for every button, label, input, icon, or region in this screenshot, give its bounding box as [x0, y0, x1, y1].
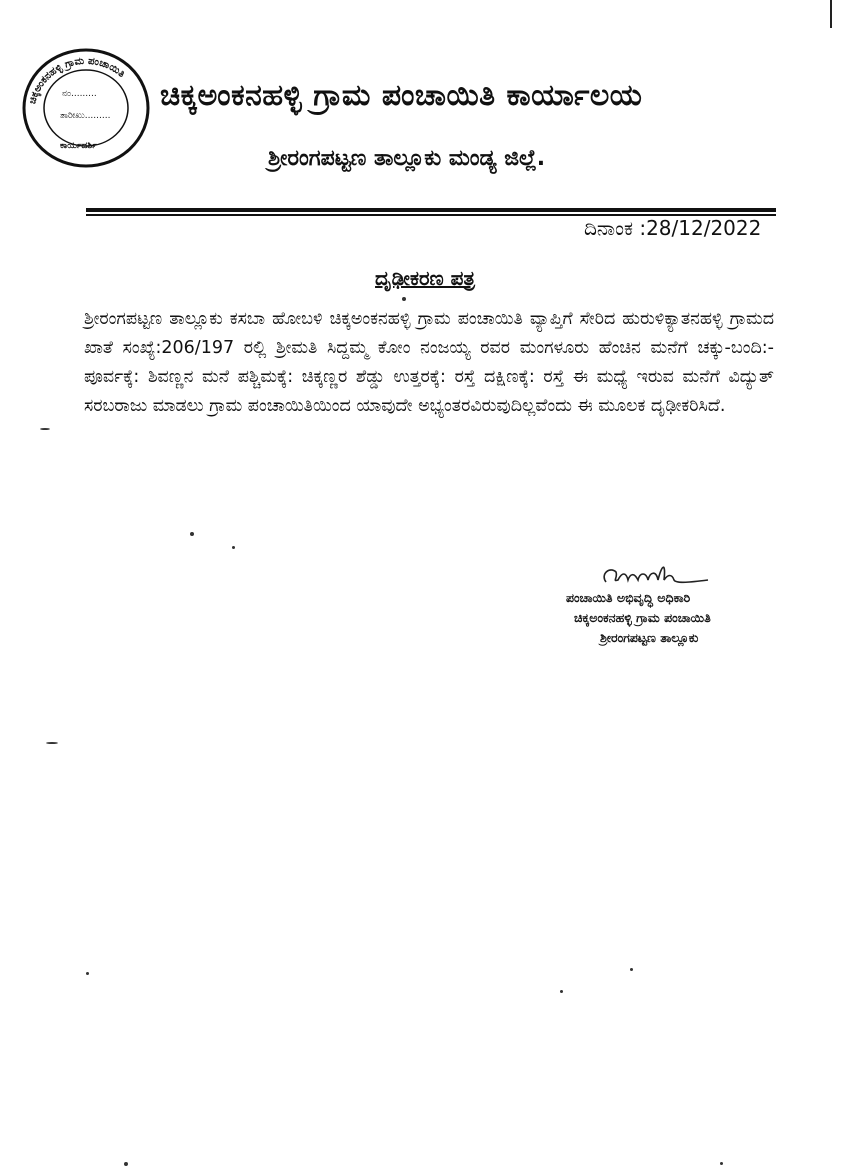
office-seal-stamp: [16, 40, 156, 168]
signatory-designation: ಪಂಚಾಯಿತಿ ಅಭಿವೃದ್ಧಿ ಅಧಿಕಾರಿ: [566, 590, 691, 605]
scan-speck: [560, 990, 563, 993]
certificate-body: ಶ್ರೀರಂಗಪಟ್ಟಣ ತಾಲ್ಲೂಕು ಕಸಬಾ ಹೋಬಳಿ ಚಿಕ್ಕಅಂಕನಹಳ್ಳಿ ಗ್ರಾಮ ಪಂಚಾಯಿತಿ ವ್ಯಾಪ್ತಿಗೆ ಸೇರಿದ ಹುರುಳಿಕ್ಯಾತನಹಳ್ಳಿ ಗ್ರಾಮದ ಖಾತೆ ಸಂಖ್ಯೆ:206/197 ರಲ್ಲಿ ಶ್ರೀಮತಿ ಸಿದ್ದಮ್ಮ ಕೋಂ ನಂಜಯ್ಯ ರವರ ಮಂಗಳೂರು ಹೆಂಚಿನ ಮನೆಗೆ ಚಕ್ಕು-ಬಂದಿ:-ಪೂರ್ವಕ್ಕೆ: ಶಿವಣ್ಣನ ಮನೆ ಪಶ್ಚಿಮಕ್ಕೆ: ಚಿಕ್ಕಣ್ಣರ ಶೆಡ್ಡು ಉತ್ತರಕ್ಕೆ: ರಸ್ತೆ ದಕ್ಷಿಣಕ್ಕೆ: ರಸ್ತೆ ಈ ಮಧ್ಯೆ ಇರುವ ಮನೆಗೆ ವಿದ್ಯುತ್ ಸರಬರಾಜು ಮಾಡಲು ಗ್ರಾಮ ಪಂಚಾಯಿತಿಯಿಂದ ಯಾವುದೇ ಅಭ್ಯಂತರವಿರುವುದಿಲ್ಲವೆಂದು ಈ ಮೂಲಕ ದೃಢೀಕರಿಸಿದೆ.: [84, 309, 774, 416]
date-row: [584, 216, 761, 240]
office-title: ಚಿಕ್ಕಅಂಕನಹಳ್ಳಿ ಗ್ರಾಮ ಪಂಚಾಯಿತಿ ಕಾರ್ಯಾಲಯ: [160, 78, 643, 113]
signatory-office: ಚಿಕ್ಕಅಂಕನಹಳ್ಳಿ ಗ್ರಾಮ ಪಂಚಾಯಿತಿ: [574, 610, 711, 625]
seal-number-line: ನಂ.........: [62, 89, 97, 99]
signatory-taluk: ಶ್ರೀರಂಗಪಟ್ಟಣ ತಾಲ್ಲೂಕು: [600, 630, 699, 645]
scan-speck: [190, 532, 194, 536]
scan-mark: [40, 428, 50, 430]
office-subtitle: ಶ್ರೀರಂಗಪಟ್ಟಣ ತಾಲ್ಲೂಕು ಮಂಡ್ಯ ಜಿಲ್ಲೆ.: [268, 146, 546, 171]
scan-speck: [232, 546, 235, 549]
handwritten-signature: [596, 560, 716, 594]
date-label: ದಿನಾಂಕ :: [584, 216, 647, 240]
scan-speck: [630, 968, 633, 971]
seal-date-line: ತಾರೀಖು.........: [60, 111, 111, 121]
document-heading: ದೃಢೀಕರಣ ಪತ್ರ: [375, 266, 475, 290]
signature-block: [560, 560, 790, 650]
signature-name: Mahesh: [596, 560, 600, 561]
header-divider-thick: [86, 208, 776, 212]
scan-speck: [124, 1162, 128, 1166]
seal-ring-text: ಚಿಕ್ಕಅಂಕನಹಳ್ಳಿ ಗ್ರಾಮ ಪಂಚಾಯಿತಿ: [27, 55, 127, 106]
scan-edge-mark: [830, 0, 832, 28]
date-value: 28/12/2022: [646, 216, 762, 240]
scan-speck: [402, 297, 406, 301]
scan-speck: [86, 972, 89, 975]
scan-mark: [46, 742, 58, 744]
seal-signatory-line: ಕಾರ್ಯದರ್ಶಿ: [60, 141, 97, 151]
scan-speck: [720, 1162, 723, 1165]
